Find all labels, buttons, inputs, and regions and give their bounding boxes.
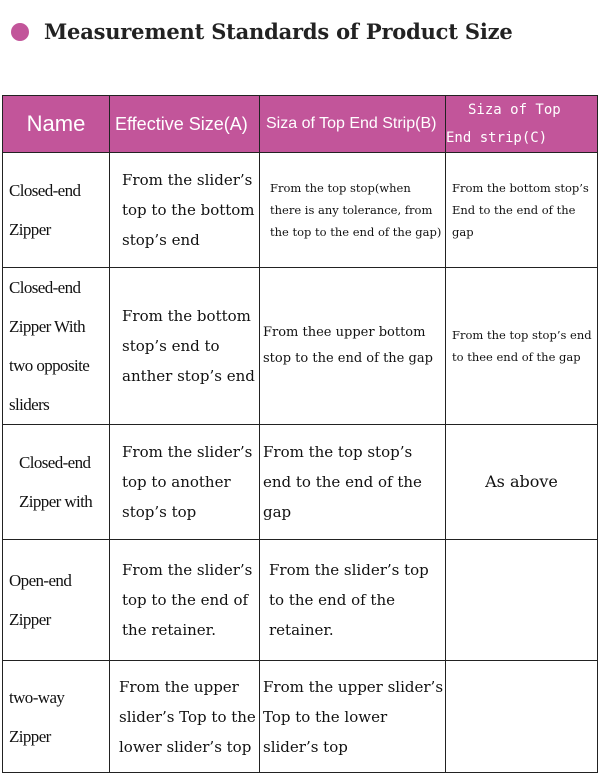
- table-row: [3, 153, 598, 268]
- header-name: Name: [3, 96, 110, 153]
- header-top-end-strip-c: [446, 96, 598, 153]
- row-name: [3, 540, 110, 661]
- bullet-dot-icon: [11, 23, 29, 41]
- row-top-strip-c: From the bottom stop’s End to the end of the gap: [446, 153, 598, 268]
- row-effective: From the slider’s top to another stop’s top: [110, 425, 260, 540]
- row-effective: From the slider’s top to the bottom stop’s end: [110, 153, 260, 268]
- row-name: [3, 268, 110, 425]
- table-row: [3, 425, 598, 540]
- table-row: [3, 661, 598, 773]
- header-c-line2: End strip(C): [446, 130, 548, 146]
- row-name-text: two-way Zipper: [9, 687, 65, 746]
- row-effective: From the upper slider’s Top to the lower slider’s top: [110, 661, 260, 773]
- row-top-strip: From the slider’s top to the end of the retainer.: [260, 540, 446, 661]
- row-name: [3, 425, 110, 540]
- table-row: [3, 540, 598, 661]
- page-title: Measurement Standards of Product Size: [44, 18, 513, 44]
- row-top-strip-c: [446, 540, 598, 661]
- table-row: [3, 268, 598, 425]
- row-top-strip: From the top stop(when there is any tolerance, from the top to the end of the gap): [260, 153, 446, 268]
- measurement-table: [2, 95, 598, 773]
- row-top-strip: From the upper slider’s Top to the lower slider’s top: [260, 661, 446, 773]
- row-name-text: Closed-end Zipper: [9, 181, 81, 239]
- row-name: [3, 153, 110, 268]
- row-top-strip: From thee upper bottom stop to the end of the gap: [260, 268, 446, 425]
- row-effective: From the slider’s top to the end of the retainer.: [110, 540, 260, 661]
- header-top-end-strip-b: Siza of Top End Strip(B): [260, 96, 446, 153]
- row-top-strip-c: As above: [446, 425, 598, 540]
- table-header-row: [3, 96, 598, 153]
- row-name: [3, 661, 110, 773]
- row-name-text: Closed-end Zipper With two opposite sliders: [9, 278, 90, 414]
- header-c-line1: Siza of Top: [468, 102, 561, 118]
- row-top-strip-c: [446, 661, 598, 773]
- row-effective: From the bottom stop’s end to anther stop’s end: [110, 268, 260, 425]
- header-effective-size: Effective Size(A): [110, 96, 260, 153]
- row-top-strip: From the top stop’s end to the end of the gap: [260, 425, 446, 540]
- row-top-strip-c: From the top stop’s end to thee end of the gap: [446, 268, 598, 425]
- title-row: [11, 14, 513, 48]
- row-name-text: Open-end Zipper: [9, 571, 72, 629]
- row-name-text: Closed-end Zipper with: [19, 453, 93, 511]
